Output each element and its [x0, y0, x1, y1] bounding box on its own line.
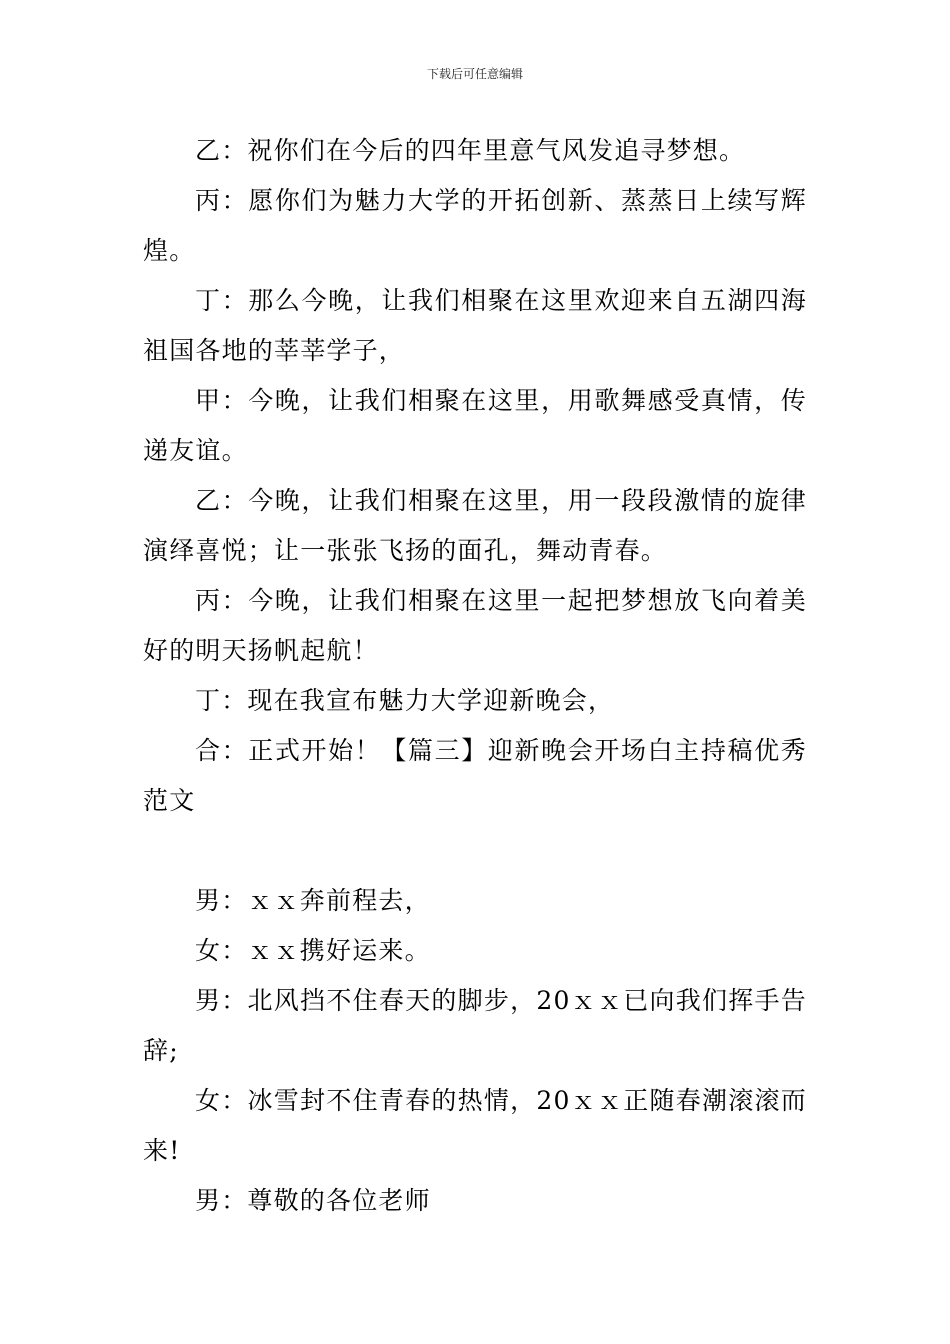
paragraph: 甲：今晚，让我们相聚在这里，用歌舞感受真情，传递友谊。 [143, 386, 807, 465]
paragraph: 女：冰雪封不住青春的热情，20ｘｘ正随春潮滚滚而来! [143, 1086, 807, 1165]
paragraph: 男：ｘｘ奔前程去， [195, 886, 431, 915]
page-header-note: 下载后可任意编辑 [426, 67, 523, 81]
blank-line [143, 826, 807, 876]
paragraph: 乙：祝你们在今后的四年里意气风发追寻梦想。 [195, 136, 746, 165]
paragraph: 丁：现在我宣布魅力大学迎新晚会， [195, 686, 615, 715]
paragraph: 丙：愿你们为魅力大学的开拓创新、蒸蒸日上续写辉煌。 [143, 186, 807, 265]
paragraph: 乙：今晚，让我们相聚在这里，用一段段激情的旋律演绎喜悦；让一张张飞扬的面孔，舞动青春。 [143, 486, 807, 565]
paragraph: 丙：今晚，让我们相聚在这里一起把梦想放飞向着美好的明天扬帆起航！ [143, 586, 807, 665]
paragraph: 男：尊敬的各位老师 [195, 1186, 431, 1215]
paragraph: 合：正式开始！【篇三】迎新晚会开场白主持稿优秀范文 [143, 736, 807, 815]
document-body [143, 126, 807, 1226]
paragraph: 男：北风挡不住春天的脚步，20ｘｘ已向我们挥手告辞; [143, 986, 807, 1065]
paragraph: 女：ｘｘ携好运来。 [195, 936, 431, 965]
paragraph: 丁：那么今晚，让我们相聚在这里欢迎来自五湖四海祖国各地的莘莘学子， [143, 286, 807, 365]
